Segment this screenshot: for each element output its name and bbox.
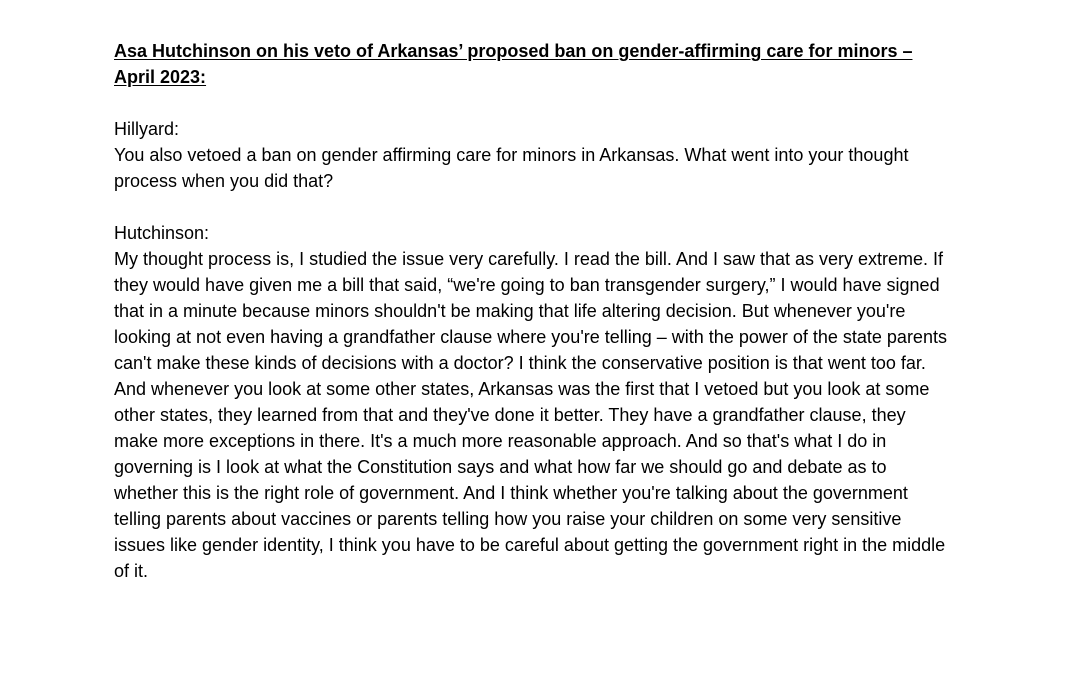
document-page	[114, 38, 954, 584]
speaker-name-hutchinson: Hutchinson:	[114, 223, 210, 243]
speaker-name-hillyard: Hillyard:	[114, 119, 180, 139]
exchange-hutchinson	[114, 220, 954, 584]
document-heading: Asa Hutchinson on his veto of Arkansas’ proposed ban on gender-affirming care for minors – April 2023:	[114, 41, 913, 87]
speaker-text-hutchinson: My thought process is, I studied the issue very carefully. I read the bill. And I saw that as very extreme. If they would have given me a bill that said, “we're going to ban transgender surgery,” I would have signed that in a minute because minors shouldn't be making that life altering decision. But whenever you're looking at not even having a grandfather clause where you're telling – with the power of the state parents can't make these kinds of decisions with a doctor? I think the conservative position is that went too far. And whenever you look at some other states, Arkansas was the first that I vetoed but you look at some other states, they learned from that and they've done it better. They have a grandfather clause, they make more exceptions in there. It's a much more reasonable approach. And so that's what I do in governing is I look at what the Constitution says and what how far we should go and debate as to whether this is the right role of government. And I think whether you're talking about the government telling parents about vaccines or parents telling how you raise your children on some very sensitive issues like gender identity, I think you have to be careful about getting the government right in the middle of it.	[114, 249, 947, 581]
speaker-text-hillyard: You also vetoed a ban on gender affirming care for minors in Arkansas. What went into your thought process when you did that?	[114, 145, 909, 191]
exchange-hillyard	[114, 116, 954, 194]
